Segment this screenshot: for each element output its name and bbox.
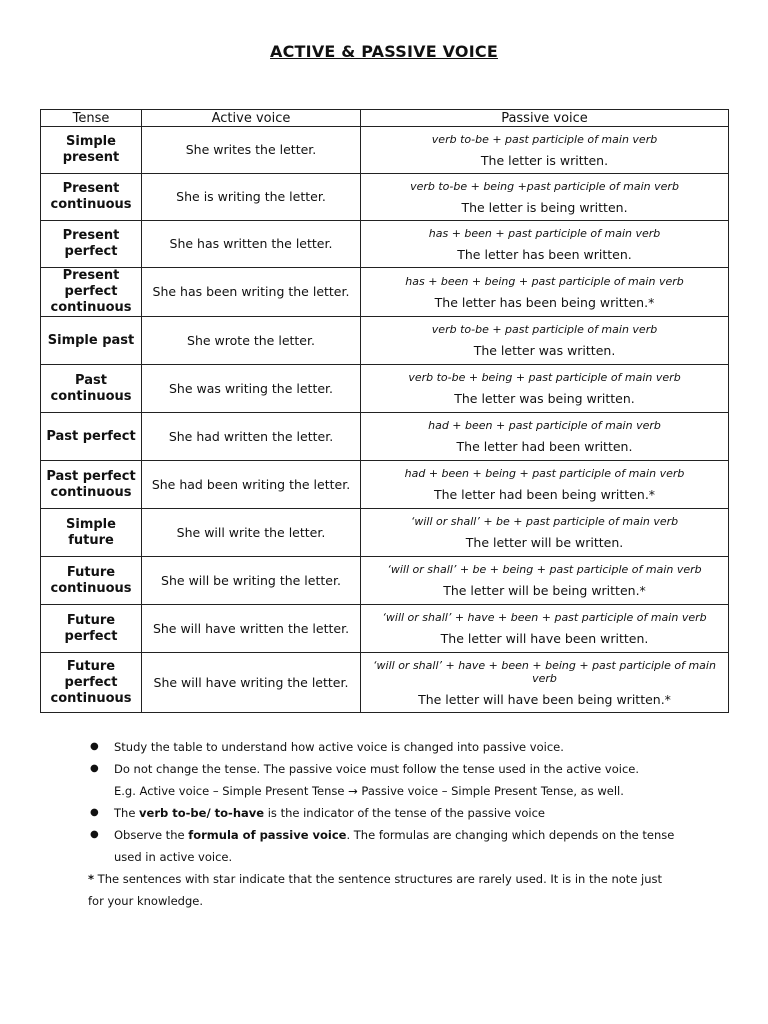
passive-sentence: The letter will be written. xyxy=(465,535,624,550)
tense-cell: Present perfect continuous xyxy=(41,268,142,317)
active-cell: She will write the letter. xyxy=(142,509,361,557)
document-title: ACTIVE & PASSIVE VOICE xyxy=(270,42,498,61)
passive-formula: verb to-be + being + past participle of main verb xyxy=(408,371,681,384)
active-cell: She will have writing the letter. xyxy=(142,653,361,713)
star-footnote-continuation: for your knowledge. xyxy=(88,894,203,908)
active-passive-table xyxy=(40,109,729,713)
passive-cell xyxy=(361,365,729,413)
note-text: Study the table to understand how active voice is changed into passive voice. xyxy=(114,740,564,754)
note-text-pre: The xyxy=(114,806,140,820)
passive-formula: ‘will or shall’ + have + been + being + past participle of main verb xyxy=(373,658,716,685)
table-header-row xyxy=(41,110,729,127)
table-row xyxy=(41,127,729,174)
passive-sentence: The letter will have been written. xyxy=(440,631,649,646)
table-row xyxy=(41,605,729,653)
star-footnote xyxy=(88,868,690,912)
header-passive-voice: Passive voice xyxy=(361,110,729,127)
passive-cell xyxy=(361,653,729,713)
notes-list xyxy=(90,736,690,868)
table-row xyxy=(41,221,729,268)
tense-cell: Simple past xyxy=(41,317,142,365)
active-cell: She writes the letter. xyxy=(142,127,361,174)
note-text-post: is the indicator of the tense of the passive voice xyxy=(264,806,546,820)
notes-section xyxy=(90,736,690,912)
header-tense: Tense xyxy=(41,110,142,127)
passive-formula: had + been + past participle of main verb xyxy=(428,419,661,432)
tense-cell: Present continuous xyxy=(41,174,142,221)
header-active-voice: Active voice xyxy=(142,110,361,127)
star-footnote-text: The sentences with star indicate that the sentence structures are rarely used. It is in the note just xyxy=(94,872,663,886)
passive-cell xyxy=(361,557,729,605)
passive-formula: ‘will or shall’ + be + past participle of main verb xyxy=(410,515,679,528)
passive-formula: verb to-be + being +past participle of main verb xyxy=(410,179,679,193)
note-text-post: . The formulas are changing which depends on the tense xyxy=(346,828,675,842)
active-cell: She had written the letter. xyxy=(142,413,361,461)
passive-sentence: The letter will be being written.* xyxy=(443,583,646,598)
passive-sentence: The letter had been being written.* xyxy=(433,487,656,502)
passive-cell xyxy=(361,413,729,461)
passive-sentence: The letter was written. xyxy=(473,343,616,358)
list-item xyxy=(90,758,690,780)
passive-cell xyxy=(361,174,729,221)
note-text-pre: Observe the xyxy=(114,828,189,842)
tense-cell: Future continuous xyxy=(41,557,142,605)
table-row xyxy=(41,174,729,221)
active-cell: She had been writing the letter. xyxy=(142,461,361,509)
passive-formula: had + been + being + past participle of main verb xyxy=(404,467,685,480)
tense-cell: Future perfect xyxy=(41,605,142,653)
passive-sentence: The letter is written. xyxy=(480,152,609,168)
passive-sentence: The letter had been written. xyxy=(456,439,633,454)
tense-cell: Past perfect xyxy=(41,413,142,461)
table-row xyxy=(41,509,729,557)
passive-sentence: The letter has been being written.* xyxy=(434,294,655,310)
table-row xyxy=(41,268,729,317)
passive-sentence: The letter was being written. xyxy=(454,391,635,406)
passive-formula: verb to-be + past participle of main verb xyxy=(431,132,658,146)
passive-formula: ‘will or shall’ + have + been + past participle of main verb xyxy=(382,611,707,624)
passive-cell xyxy=(361,461,729,509)
table-row xyxy=(41,557,729,605)
active-cell: She will have written the letter. xyxy=(142,605,361,653)
passive-cell xyxy=(361,268,729,317)
passive-formula: has + been + past participle of main verb xyxy=(428,226,661,240)
table-row xyxy=(41,317,729,365)
list-item xyxy=(90,802,690,824)
bullet-icon: ● xyxy=(90,741,99,752)
active-cell: She will be writing the letter. xyxy=(142,557,361,605)
list-item xyxy=(90,824,690,846)
bullet-icon: ● xyxy=(90,763,99,774)
note-continuation: used in active voice. xyxy=(114,850,233,864)
passive-formula: verb to-be + past participle of main verb xyxy=(431,323,658,336)
active-cell: She wrote the letter. xyxy=(142,317,361,365)
list-item xyxy=(90,736,690,758)
tense-cell: Present perfect xyxy=(41,221,142,268)
note-example: E.g. Active voice – Simple Present Tense → Passive voice – Simple Present Tense, as well. xyxy=(114,784,624,798)
tense-cell: Simple present xyxy=(41,127,142,174)
note-emphasis: formula of passive voice xyxy=(188,828,347,842)
passive-formula: has + been + being + past participle of main verb xyxy=(405,274,684,288)
passive-cell xyxy=(361,317,729,365)
table-row xyxy=(41,365,729,413)
table-row xyxy=(41,461,729,509)
bullet-icon: ● xyxy=(90,807,99,818)
tense-cell: Simple future xyxy=(41,509,142,557)
passive-sentence: The letter is being written. xyxy=(461,199,628,215)
tense-cell: Past perfect continuous xyxy=(41,461,142,509)
active-cell: She is writing the letter. xyxy=(142,174,361,221)
table-row xyxy=(41,653,729,713)
note-text: Do not change the tense. The passive voice must follow the tense used in the active voice. xyxy=(114,762,640,776)
passive-formula: ‘will or shall’ + be + being + past participle of main verb xyxy=(387,563,702,576)
note-emphasis: verb to-be/ to-have xyxy=(139,806,265,820)
bullet-icon: ● xyxy=(90,829,99,840)
passive-cell xyxy=(361,605,729,653)
active-cell: She was writing the letter. xyxy=(142,365,361,413)
table-row xyxy=(41,413,729,461)
active-cell: She has been writing the letter. xyxy=(142,268,361,317)
passive-cell xyxy=(361,221,729,268)
passive-sentence: The letter will have been being written.* xyxy=(418,691,671,707)
passive-sentence: The letter has been written. xyxy=(457,246,632,262)
passive-cell xyxy=(361,509,729,557)
star-symbol: * xyxy=(88,872,95,886)
tense-cell: Future perfect continuous xyxy=(41,653,142,713)
list-item xyxy=(90,780,690,802)
passive-cell xyxy=(361,127,729,174)
active-cell: She has written the letter. xyxy=(142,221,361,268)
tense-cell: Past continuous xyxy=(41,365,142,413)
list-item xyxy=(90,846,690,868)
